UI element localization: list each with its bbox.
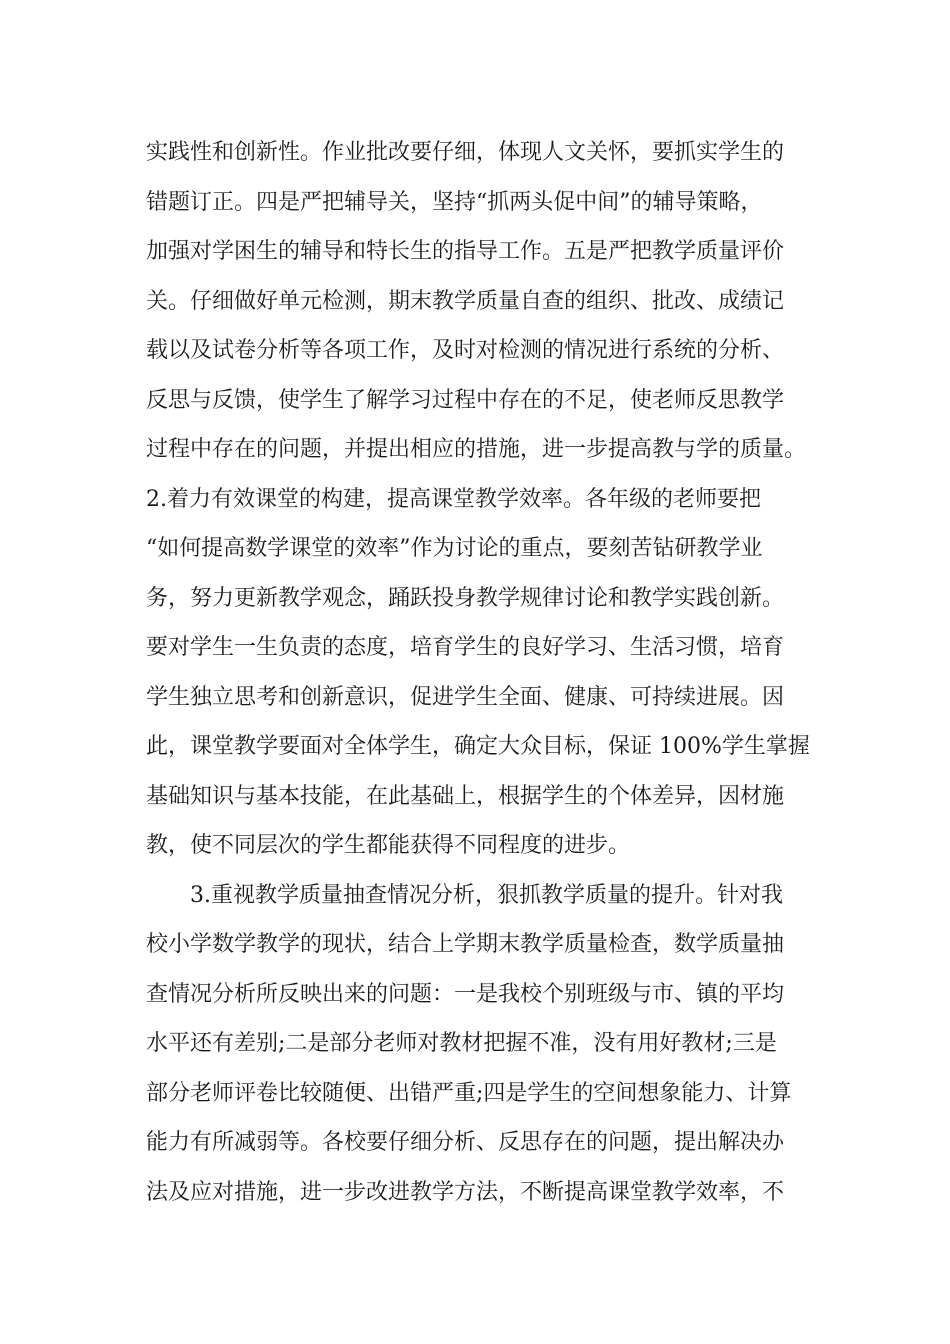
text-line: 要对学生一生负责的态度，培育学生的良好学习、生活习惯，培育	[146, 635, 785, 660]
text-line: 校小学数学教学的现状，结合上学期末教学质量检查，数学质量抽	[146, 932, 785, 957]
paragraph-start-line: 3.重视教学质量抽查情况分析，狠抓教学质量的提升。针对我	[190, 882, 783, 908]
text-line: 能力有所减弱等。各校要仔细分析、反思存在的问题，提出解决办	[146, 1130, 785, 1155]
text-line: “如何提高数学课堂的效率”作为讨论的重点，要刻苦钻研教学业	[146, 536, 763, 561]
text-line: 过程中存在的问题，并提出相应的措施，进一步提高教与学的质量。	[146, 437, 807, 462]
text-line: 载以及试卷分析等各项工作，及时对检测的情况进行系统的分析、	[146, 338, 785, 363]
text-line: 教，使不同层次的学生都能获得不同程度的进步。	[146, 833, 631, 858]
text-line: 基础知识与基本技能，在此基础上，根据学生的个体差异，因材施	[146, 783, 785, 809]
text-line: 水平还有差别;二是部分老师对教材把握不准，没有用好教材;三是	[146, 1031, 777, 1056]
body-text	[146, 128, 816, 1217]
text-line: 2.着力有效课堂的构建，提高课堂教学效率。各年级的老师要把	[146, 486, 761, 512]
text-line: 反思与反馈，使学生了解学习过程中存在的不足，使老师反思教学	[146, 387, 785, 413]
text-line: 错题订正。四是严把辅导关，坚持“抓两头促中间”的辅导策略，	[146, 189, 763, 215]
text-line: 加强对学困生的辅导和特长生的指导工作。五是严把教学质量评价	[146, 239, 785, 264]
text-line: 学生独立思考和创新意识，促进学生全面、健康、可持续进展。因	[146, 684, 785, 710]
text-line: 关。仔细做好单元检测，期末教学质量自查的组织、批改、成绩记	[146, 288, 785, 314]
text-line: 部分老师评卷比较随便、出错严重;四是学生的空间想象能力、计算	[146, 1080, 792, 1106]
text-line: 务，努力更新教学观念，踊跃投身教学规律讨论和教学实践创新。	[146, 585, 785, 611]
text-line: 实践性和创新性。作业批改要仔细，体现人文关怀，要抓实学生的	[146, 140, 785, 165]
text-line: 查情况分析所反映出来的问题：一是我校个别班级与市、镇的平均	[146, 981, 785, 1007]
text-line: 此，课堂教学要面对全体学生，确定大众目标，保证 100%学生掌握	[146, 734, 810, 759]
text-line: 法及应对措施，进一步改进教学方法，不断提高课堂教学效率，不	[146, 1179, 785, 1205]
